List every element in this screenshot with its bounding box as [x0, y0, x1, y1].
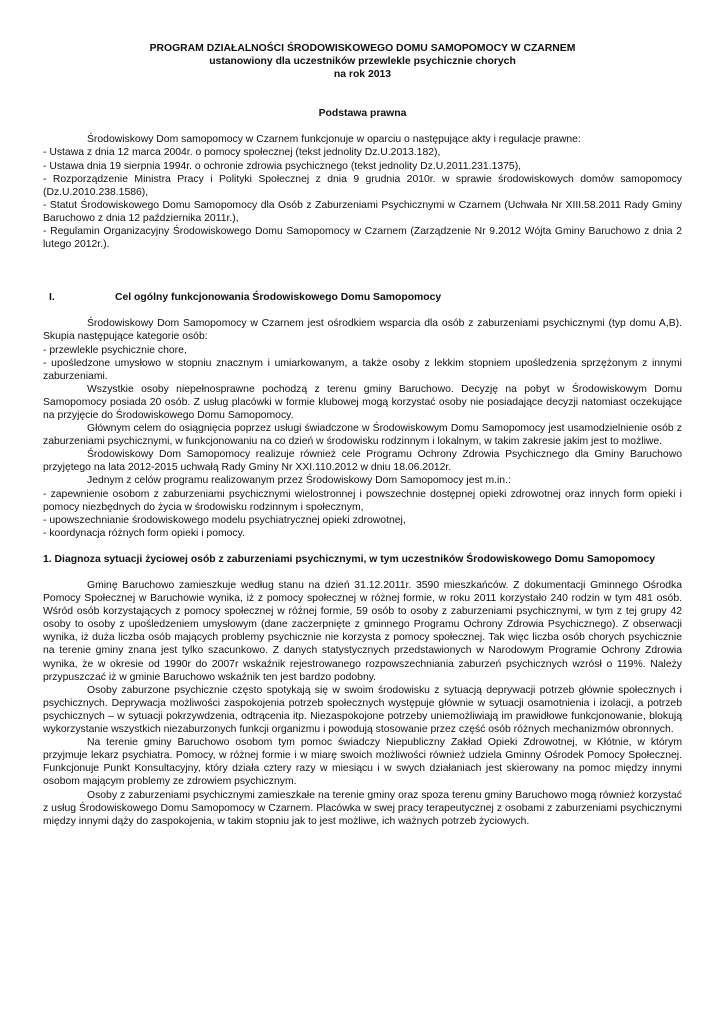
section-2-paragraph: Gminę Baruchowo zamieszkuje według stanu na dzień 31.12.2011r. 3590 mieszkańców. Z dokumentacji Gminnego Ośrodka Pomocy Społecznej w Baruchowie wynika, iż z pomocy społecznej w różnej formie, w roku 2011 korzystało 240 rodzin w tym 481 osób. Wśród osób korzystających z pomocy społecznej w różnej formie, 59 osób to osoby z zaburzeniami psychicznymi, w tym z tej grupy 42 osoby to osoby z upośledzeniem umysłowym (dane zaczerpnięte z gminnego Programu Ochrony Zdrowia Psychicznego). Z obserwacji wynika, iż duża liczba osób mających problemy psychicznie nie korzysta z pomocy społecznej. Tak więc liczba osób chorych psychicznie na terenie gminy znana jest tylko szacunkowo. Z danych statystycznych przedstawionych w Narodowym Programie Ochrony Zdrowia wynika, że w okresie od 1990r do 2007r wskaźnik rejestrowanego rozpowszechniania zaburzeń psychicznych wzrósł o 119%. Należy przypuszczać iż w gminie Baruchowo wskaźnik ten jest bardzo podobny.: [43, 580, 682, 683]
section-1-paragraph: Głównym celem do osiągnięcia poprzez usługi świadczone w Środowiskowym Domu Samopomocy jest usamodzielnienie osób z zaburzeniami psychicznymi, w funkcjonowaniu na co dzień w środowisku rodzinnym i lokalnym, w takim zakresie jakim jest to możliwe.: [43, 423, 682, 448]
legal-basis-intro: Środowiskowy Dom samopomocy w Czarnem funkcjonuje w oparciu o następujące akty i regulacje prawne:: [87, 134, 581, 146]
category-item: - upośledzone umysłowo w stopniu znacznym i umiarkowanym, a także osoby z lekkim stopniem upośledzenia sprzężonym z innymi zaburzeniami.: [43, 357, 682, 382]
legal-basis-item: - Ustawa z dnia 12 marca 2004r. o pomocy społecznej (tekst jednolity Dz.U.2013.182),: [43, 147, 441, 159]
section-1-heading: [43, 291, 682, 304]
section-1-number: I.: [49, 292, 55, 304]
goal-item: - koordynacja różnych form opieki i pomocy.: [43, 527, 245, 539]
section-2-paragraph: Osoby z zaburzeniami psychicznymi zamieszkałe na terenie gminy oraz spoza terenu gminy Baruchowo mogą również korzystać z usług Środowiskowego Domu Samopomocy w Czarnem. Placówka w swej pracy terapeutycznej z osobami z zaburzeniami psychicznymi między innymi dąży do zaspokojenia, w takim stopniu jak to jest możliwe, ich ważnych potrzeb życiowych.: [43, 789, 682, 827]
section-1-paragraph: Wszystkie osoby niepełnosprawne pochodzą z terenu gminy Baruchowo. Decyzję na pobyt w Środowiskowym Domu Samopomocy posiada 20 osób. Z usług placówki w formie klubowej mogą korzystać osoby nie posiadające decyzji natomiast oczekujące na przyjęcie do Środowiskowego Domu Samopomocy.: [43, 383, 682, 421]
section-1-paragraph: Środowiskowy Dom Samopomocy w Czarnem jest ośrodkiem wsparcia dla osób z zaburzeniami psychicznymi (typ domu A,B). Skupia następujące kategorie osób:: [43, 318, 682, 343]
legal-basis-item: - Statut Środowiskowego Domu Samopomocy dla Osób z Zaburzeniami Psychicznymi w Czarnem (Uchwała Nr XIII.58.2011 Rady Gminy Baruchowo z dnia 12 października 2011r.),: [43, 199, 682, 224]
legal-basis-item: - Rozporządzenie Ministra Pracy i Polityki Społecznej z dnia 9 grudnia 2010r. w sprawie środowiskowych domów samopomocy (Dz.U.2010.238.1586),: [43, 173, 682, 198]
legal-basis-item: - Ustawa dnia 19 sierpnia 1994r. o ochronie zdrowia psychicznego (tekst jednolity Dz.U.2011.231.1375),: [43, 160, 522, 172]
section-2-paragraph: Na terenie gminy Baruchowo osobom tym pomoc świadczy Niepubliczny Zakład Opieki Zdrowotnej, w Kłótnie, w którym przyjmuje lekarz psychiatra. Pomocy, w różnej formie i w miarę swoich możliwości również udziela Gminny Ośrodek Pomocy Społecznej. Funkcjonuje Punkt Konsultacyjny, który działa cztery razy w miesiącu i w swych działaniach jest skierowany na pomoc między innymi osobom mającym problemy ze zdrowiem psychicznym.: [43, 737, 682, 788]
title-line-1: PROGRAM DZIAŁALNOŚCI ŚRODOWISKOWEGO DOMU SAMOPOMOCY W CZARNEM: [149, 43, 576, 54]
section-1-title: Cel ogólny funkcjonowania Środowiskowego Domu Samopomocy: [115, 292, 442, 304]
legal-basis-heading: Podstawa prawna: [318, 108, 407, 120]
title-line-2: ustanowiony dla uczestników przewlekle psychicznie chorych: [209, 56, 516, 68]
section-2-heading: 1. Diagnoza sytuacji życiowej osób z zaburzeniami psychicznymi, w tym uczestników Środowiskowego Domu Samopomocy: [43, 553, 656, 565]
goal-item: - upowszechnianie środowiskowego modelu psychiatrycznej opieki zdrowotnej,: [43, 514, 406, 526]
section-1-paragraph: Jednym z celów programu realizowanym przez Środowiskowy Dom Samopomocy jest m.in.:: [87, 475, 511, 487]
legal-basis-item: - Regulamin Organizacyjny Środowiskowego Domu Samopomocy w Czarnem (Zarządzenie Nr 9.2012 Wójta Gminy Baruchowo z dnia 2 lutego 2012r.).: [43, 226, 682, 251]
section-2-paragraph: Osoby zaburzone psychicznie często spotykają się w swoim środowisku z sytuacją deprywacji potrzeb głównie społecznych i psychicznych. Deprywacja możliwości zaspokojenia potrzeb społecznych występuje głównie w sytuacji osamotnienia i izolacji, a potrzeb psychicznych – w sytuacji pokrzywdzenia, odtrącenia itp. Niezaspokojone potrzeby uniemożliwiają im prawidłowe funkcjonowanie, blokują wykorzystanie wszystkich niezaburzonych funkcji organizmu i powodują stosowanie przez część osób różnych mechanizmów obronnych.: [43, 684, 682, 736]
goal-item: - zapewnienie osobom z zaburzeniami psychicznymi wielostronnej i powszechnie dostępnej opieki zdrowotnej oraz innych form opieki i pomocy niezbędnych do życia w środowisku rodzinnym i społecznym,: [43, 488, 682, 513]
title-line-3: na rok 2013: [333, 69, 392, 81]
section-1-paragraph: Środowiskowy Dom Samopomocy realizuje również cele Programu Ochrony Zdrowia Psychicznego dla Gminy Baruchowo przyjętego na lata 2012-2015 uchwałą Rady Gminy Nr XXI.110.2012 w dniu 18.06.2012r.: [43, 449, 682, 474]
document-title: [43, 42, 682, 81]
category-item: - przewlekle psychicznie chore,: [43, 344, 187, 356]
